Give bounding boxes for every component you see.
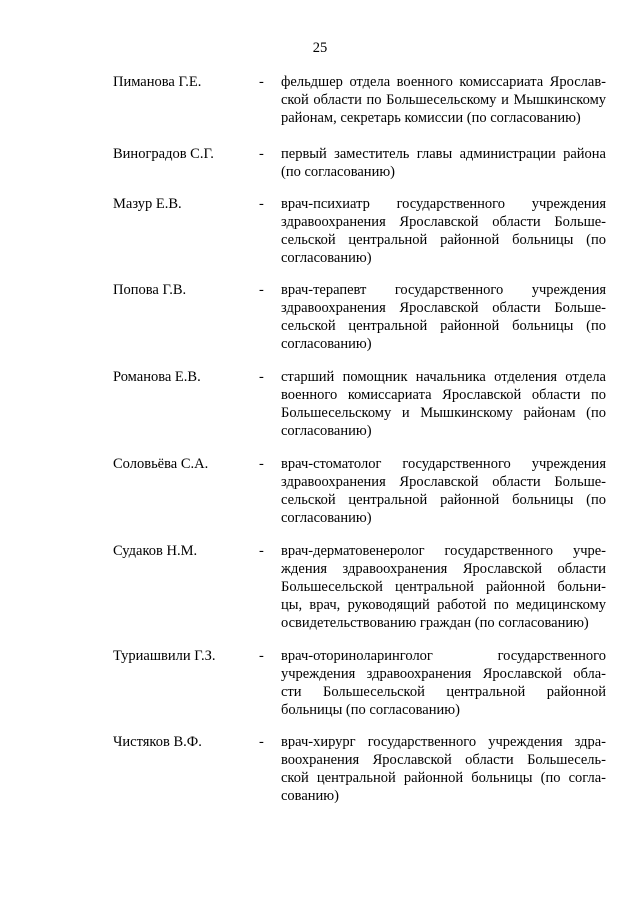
- member-role: [281, 73, 606, 127]
- member-role: [281, 542, 606, 632]
- member-name: Попова Г.В.: [113, 282, 187, 298]
- member-name: Виноградов С.Г.: [113, 146, 214, 162]
- role-line: больницы (по согласованию): [281, 702, 460, 718]
- page-number: 25: [312, 40, 328, 56]
- role-line: освидетельствованию граждан (по согласованию): [281, 615, 589, 631]
- member-name: Соловьёва С.А.: [113, 456, 209, 472]
- member-role: [281, 368, 606, 440]
- role-line: врач-терапевт государственного учреждения: [281, 282, 606, 298]
- separator-dash: -: [259, 734, 264, 750]
- role-line: ской центральной районной больницы (по согла-: [281, 770, 606, 786]
- member-role: [281, 145, 606, 181]
- separator-dash: -: [259, 282, 264, 298]
- role-line: Большесельской центральной районной больни-: [281, 579, 606, 595]
- member-role: [281, 647, 606, 719]
- separator-dash: -: [259, 74, 264, 90]
- member-role: [281, 195, 606, 267]
- role-line: старший помощник начальника отделения отдела: [281, 369, 606, 385]
- role-line: воохранения Ярославской области Большесель-: [281, 752, 606, 768]
- role-line: первый заместитель главы администрации района: [281, 146, 606, 162]
- role-line: ской области по Большесельскому и Мышкинскому: [281, 92, 606, 108]
- role-line: районам, секретарь комиссии (по согласованию): [281, 110, 581, 126]
- role-line: ждения здравоохранения Ярославской области: [281, 561, 606, 577]
- role-line: врач-оториноларинголог государственного: [281, 648, 606, 664]
- separator-dash: -: [259, 543, 264, 559]
- separator-dash: -: [259, 146, 264, 162]
- member-name: Пиманова Г.Е.: [113, 74, 202, 90]
- member-name: Чистяков В.Ф.: [113, 734, 202, 750]
- role-line: фельдшер отдела военного комиссариата Ярослав-: [281, 74, 606, 90]
- role-line: здравоохранения Ярославской области Больше-: [281, 300, 606, 316]
- role-line: сельской центральной районной больницы (по: [281, 318, 606, 334]
- role-line: учреждения здравоохранения Ярославской обла-: [281, 666, 606, 682]
- role-line: согласованию): [281, 510, 372, 526]
- role-line: (по согласованию): [281, 164, 395, 180]
- role-line: врач-хирург государственного учреждения здра-: [281, 734, 606, 750]
- role-line: сельской центральной районной больницы (по: [281, 492, 606, 508]
- role-line: сти Большесельской центральной районной: [281, 684, 606, 700]
- member-name: Мазур Е.В.: [113, 196, 182, 212]
- role-line: согласованию): [281, 250, 372, 266]
- member-role: [281, 733, 606, 805]
- separator-dash: -: [259, 648, 264, 664]
- member-role: [281, 455, 606, 527]
- member-role: [281, 281, 606, 353]
- role-line: Большесельскому и Мышкинскому районам (по: [281, 405, 606, 421]
- separator-dash: -: [259, 369, 264, 385]
- member-name: Судаков Н.М.: [113, 543, 198, 559]
- role-line: сельской центральной районной больницы (по: [281, 232, 606, 248]
- separator-dash: -: [259, 196, 264, 212]
- role-line: здравоохранения Ярославской области Больше-: [281, 474, 606, 490]
- role-line: врач-психиатр государственного учреждения: [281, 196, 606, 212]
- separator-dash: -: [259, 456, 264, 472]
- role-line: согласованию): [281, 336, 372, 352]
- role-line: здравоохранения Ярославской области Больше-: [281, 214, 606, 230]
- role-line: цы, врач, руководящий работой по медицинскому: [281, 597, 606, 613]
- role-line: военного комиссариата Ярославской области по: [281, 387, 606, 403]
- role-line: сованию): [281, 788, 339, 804]
- role-line: врач-стоматолог государственного учреждения: [281, 456, 606, 472]
- member-name: Романова Е.В.: [113, 369, 201, 385]
- role-line: врач-дерматовенеролог государственного учре-: [281, 543, 606, 559]
- member-name: Туриашвили Г.З.: [113, 648, 216, 664]
- role-line: согласованию): [281, 423, 372, 439]
